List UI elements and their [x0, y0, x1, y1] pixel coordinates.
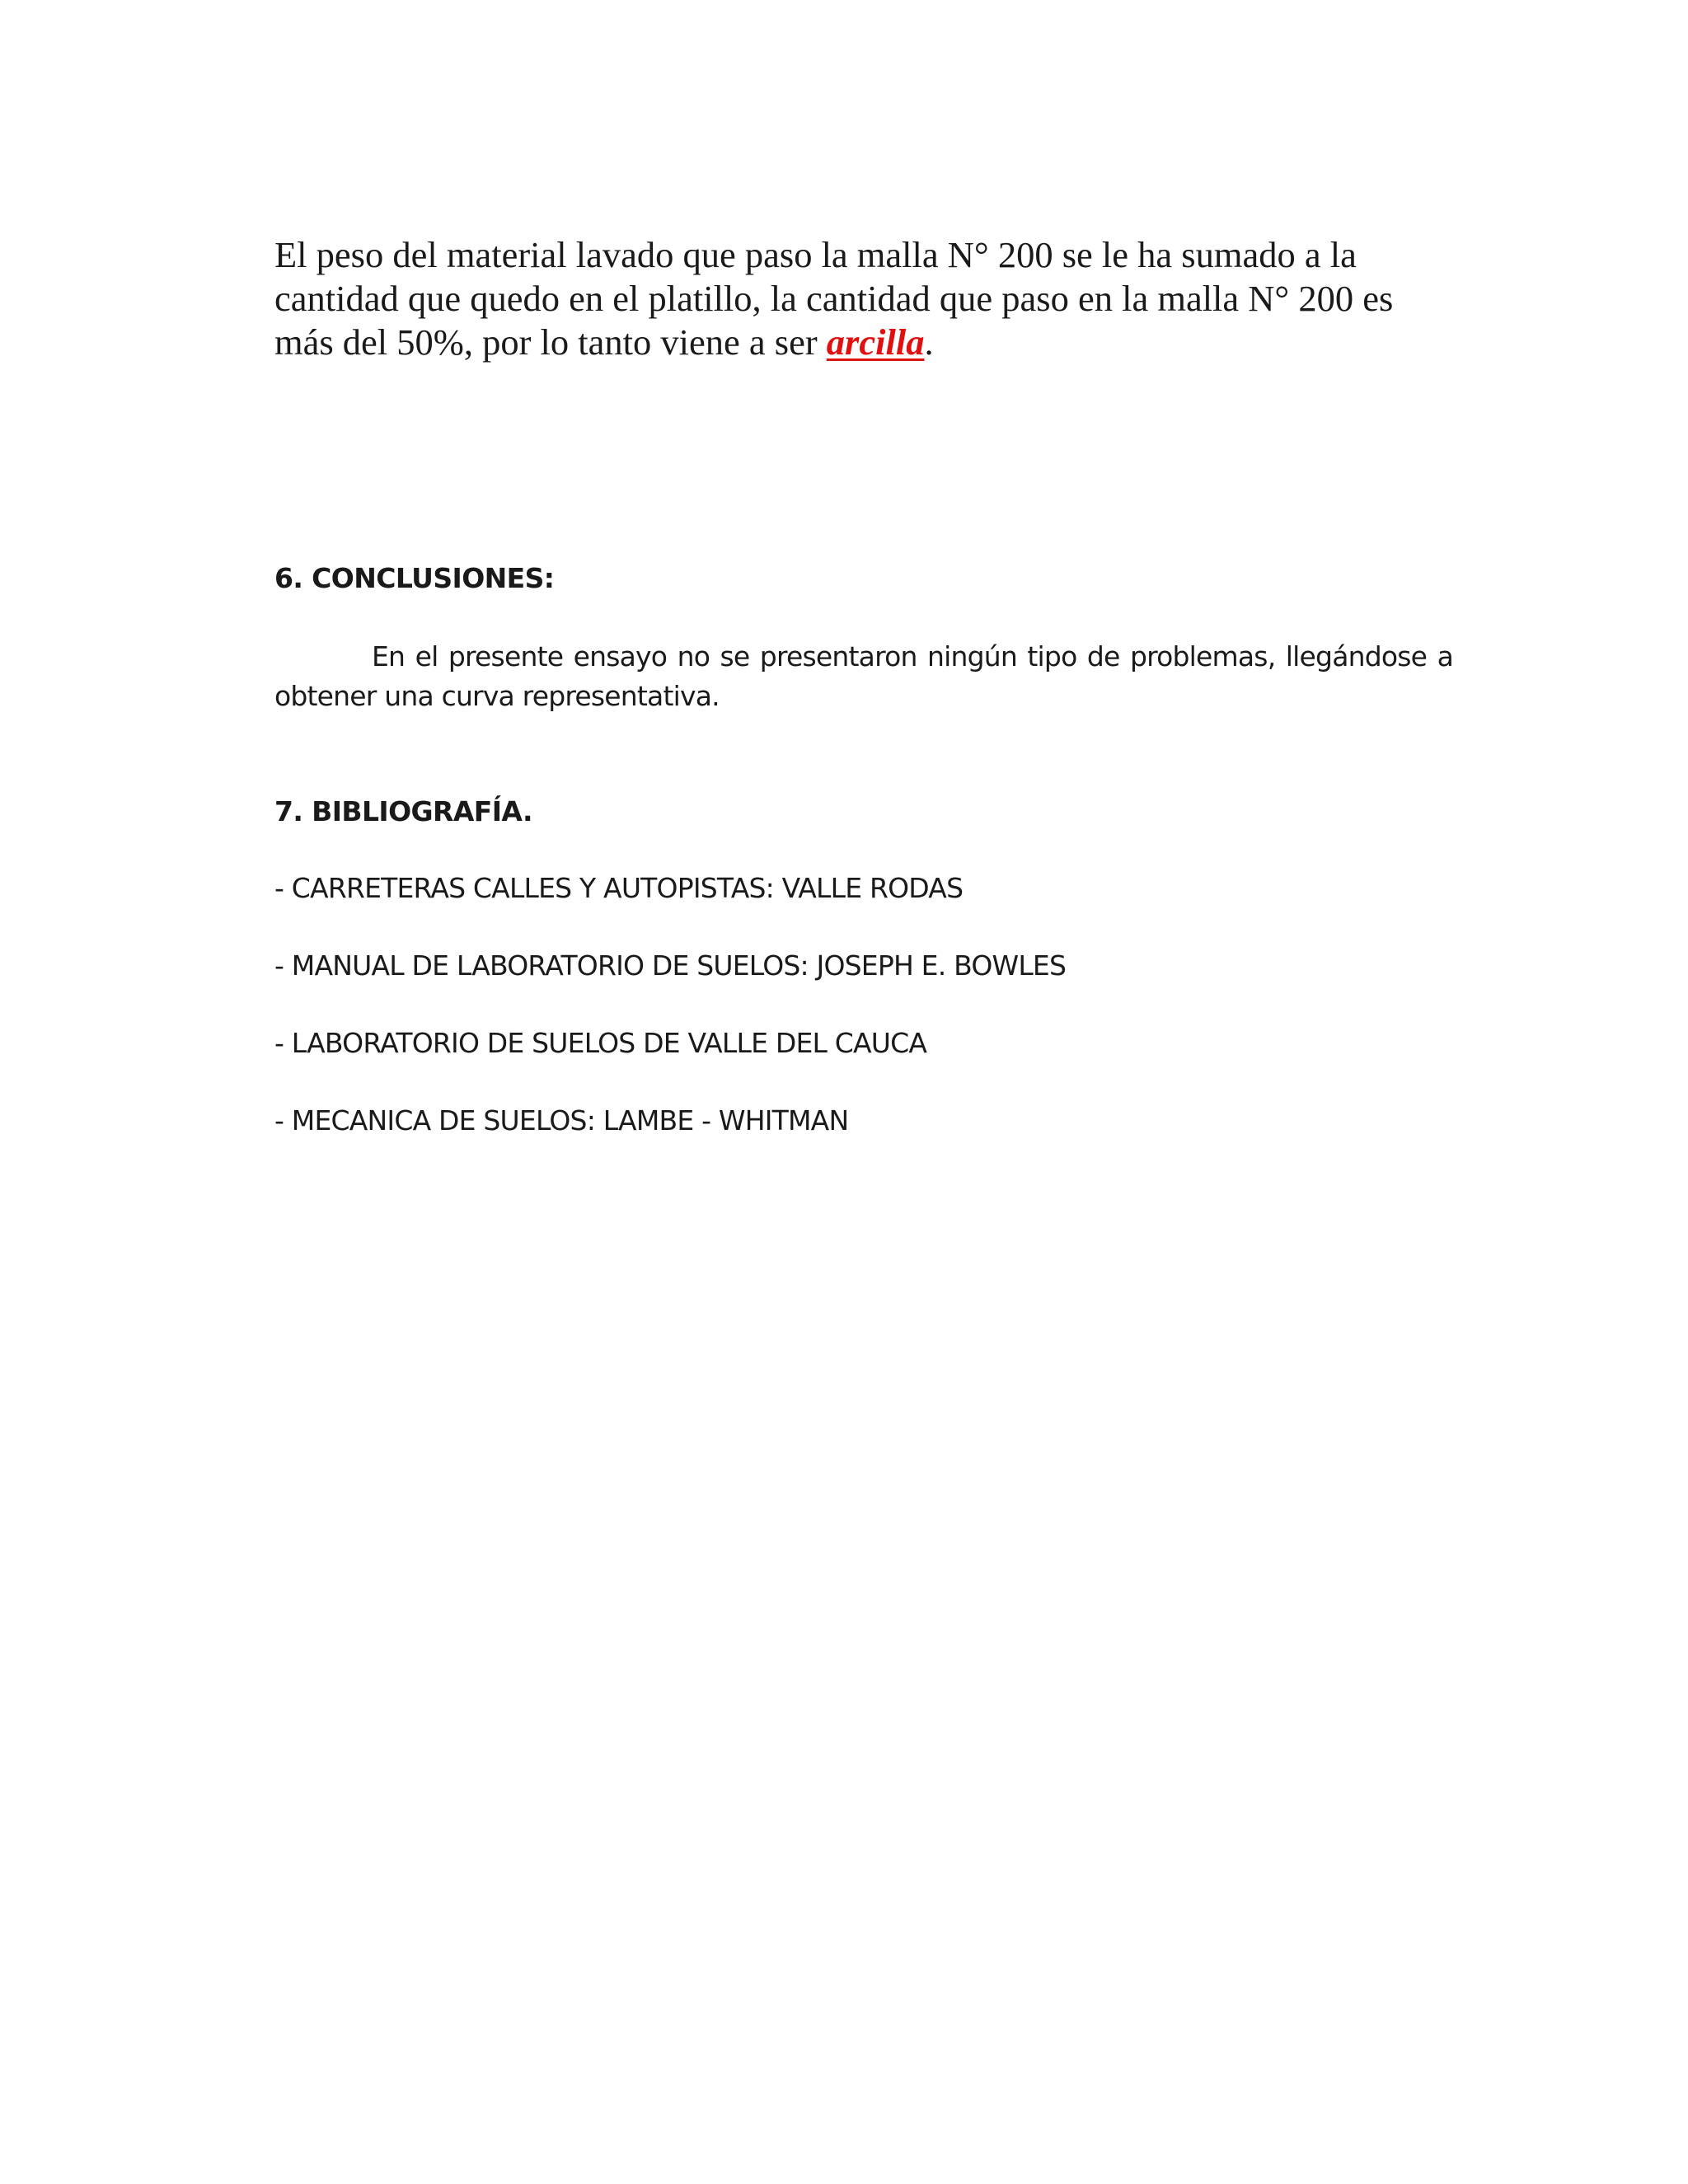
bibliography-list: [274, 872, 1066, 1182]
conclusions-paragraph: En el presente ensayo no se presentaron ningún tipo de problemas, llegándose a obtener una curva representativa.: [274, 640, 1453, 712]
intro-paragraph: [274, 233, 1453, 364]
bibliography-item: - LABORATORIO DE SUELOS DE VALLE DEL CAUCA: [274, 1027, 927, 1059]
intro-text: El peso del material lavado que paso la malla N° 200 se le ha sumado a la cantidad que quedo en el platillo, la cantidad que paso en la malla N° 200 es más del 50%, por lo tanto viene a ser: [274, 234, 1394, 363]
highlighted-term: arcilla: [826, 321, 925, 363]
conclusions-heading: 6. CONCLUSIONES:: [274, 562, 555, 594]
intro-trailing: .: [924, 321, 934, 363]
bibliography-heading: 7. BIBLIOGRAFÍA.: [274, 795, 532, 827]
bibliography-item: - MECANICA DE SUELOS: LAMBE - WHITMAN: [274, 1104, 849, 1137]
bibliography-item: - MANUAL DE LABORATORIO DE SUELOS: JOSEPH E. BOWLES: [274, 949, 1067, 982]
bibliography-item: - CARRETERAS CALLES Y AUTOPISTAS: VALLE RODAS: [274, 872, 964, 904]
